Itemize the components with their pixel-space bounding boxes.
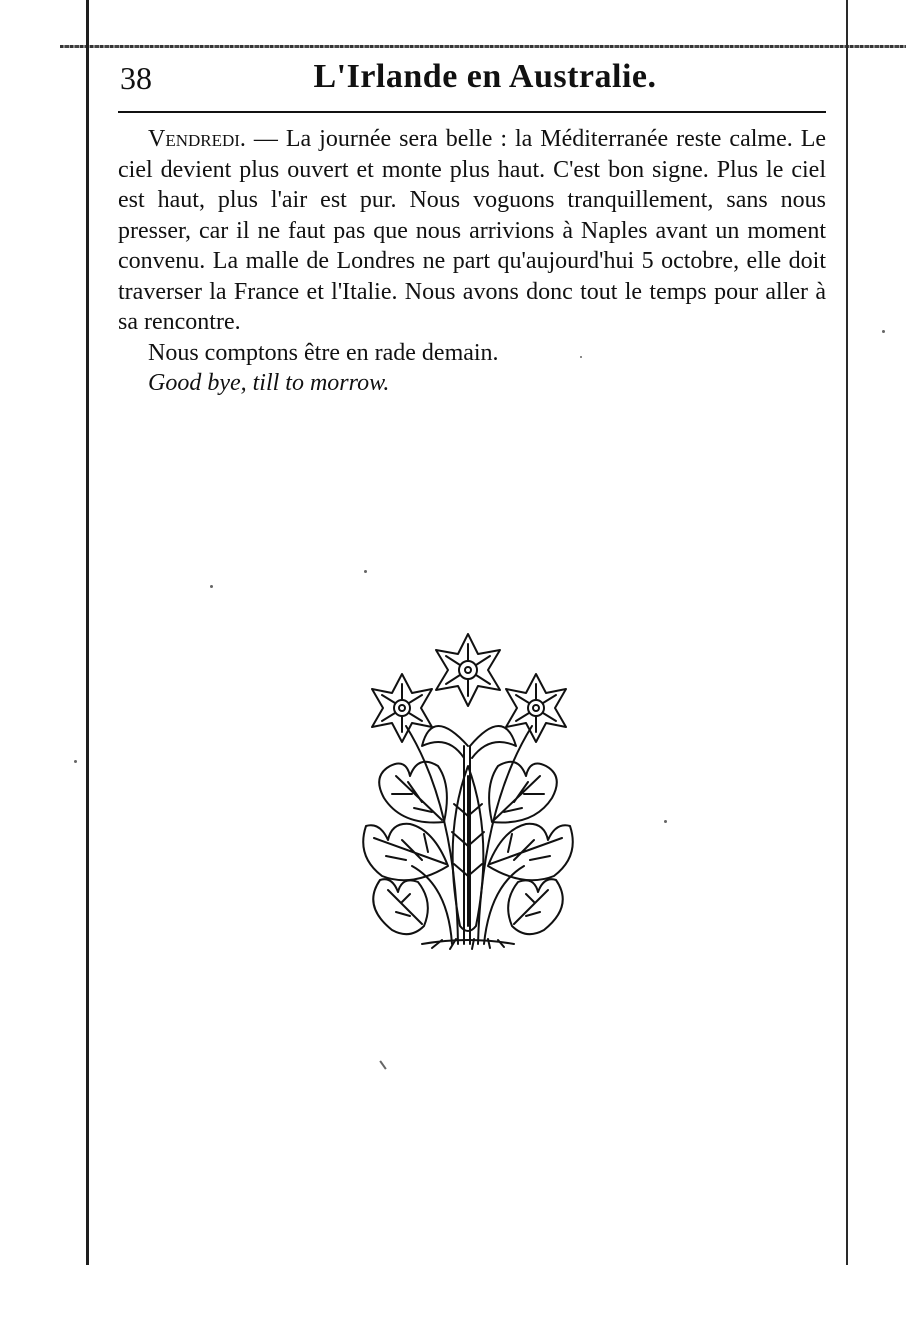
- right-frame-line: [846, 0, 848, 1265]
- paragraph-goodbye: Good bye, till to morrow.: [148, 370, 390, 396]
- print-speck: [882, 330, 885, 333]
- paragraph-text: — La journée sera belle : la Méditerranée reste calme. Le ciel devient plus ouvert et monte plus haut. C'est bon signe. Plus le ciel est haut, plus l'air est pur. Nous voguons tranquillement, sans nous presser, car il ne faut pas que nous arrivions à Naples avant un moment convenu. La malle de Londres ne part qu'aujourd'hui 5 octobre, elle doit traverser la France et l'Italie. Nous avons donc tout le temps pour aller à sa rencontre.: [118, 126, 826, 335]
- running-title: L'Irlande en Australie.: [313, 58, 657, 95]
- print-speck: [664, 820, 667, 823]
- print-speck: [379, 1060, 386, 1069]
- print-speck: [210, 585, 213, 588]
- day-label: Vendredi.: [148, 126, 246, 152]
- paragraph-anchor: Nous comptons être en rade demain.: [148, 339, 499, 366]
- left-frame-line: [86, 0, 89, 1265]
- print-speck: [74, 760, 77, 763]
- floral-vignette-icon: [352, 626, 584, 956]
- page-number: 38: [120, 60, 152, 96]
- print-speck: [580, 356, 582, 358]
- header-rule: [118, 111, 826, 113]
- print-speck: [364, 570, 367, 573]
- paragraph-friday: [118, 124, 826, 338]
- page-body: [118, 124, 826, 399]
- top-border: [60, 45, 906, 48]
